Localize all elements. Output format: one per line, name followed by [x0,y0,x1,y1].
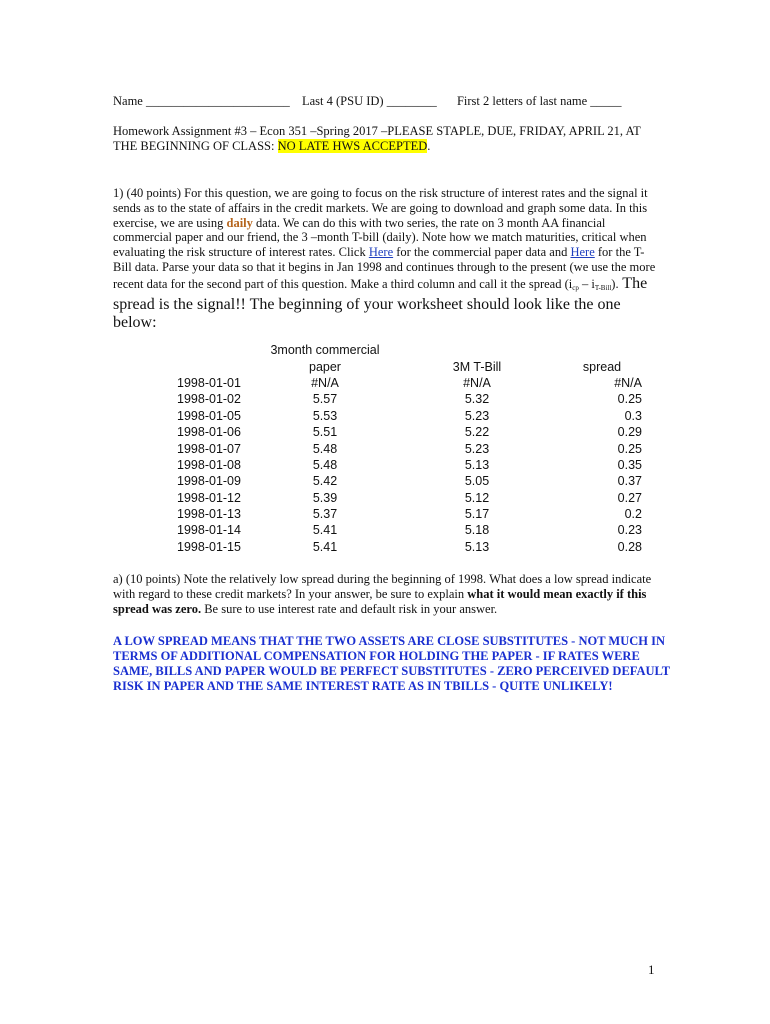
cell-spread: 0.23 [617,523,642,538]
worksheet-table [160,342,644,555]
title-suffix: . [427,139,431,153]
header-tbill: 3M T-Bill [452,359,502,374]
cell-tbill: 5.17 [464,507,490,522]
table-row [160,457,644,473]
q1-text-2: data. We can do this with two series, the rate on 3 month AA financial commercial paper and our friend, the 3 –month T-bill (daily). Note how we match maturities, critical when evaluating the risk structure of interest rates. Click [113,215,647,260]
daily-emphasis: daily [226,215,253,230]
cell-cp: 5.48 [312,441,338,456]
spread-signal-text: The spread is the signal!! The beginning of your worksheet should look like the one below: [113,274,648,331]
cell-cp: 5.48 [312,457,338,472]
cell-date: 1998-01-12 [177,490,241,505]
table-row [160,391,644,407]
part-a-text-2: Be sure to use interest rate and default risk in your answer. [201,601,498,616]
cell-date: 1998-01-07 [177,441,241,456]
table-row [160,490,644,506]
cell-spread: 0.27 [617,490,642,505]
cell-spread: #N/A [614,375,642,390]
part-a-text-1: a) (10 points) Note the relatively low spread during the beginning of 1998. What does a low spread indicate with regard to these credit markets? In your answer, be sure to explain [113,572,652,601]
cell-tbill: 5.22 [464,425,490,440]
table-row [160,506,644,522]
last-name-letters-field: First 2 letters of last name _____ [456,94,622,108]
cell-tbill: #N/A [463,375,491,390]
cell-date: 1998-01-02 [177,392,241,407]
part-a [113,572,658,616]
cell-date: 1998-01-01 [177,375,241,390]
cell-spread: 0.28 [617,539,642,554]
cell-spread: 0.25 [617,392,642,407]
cell-tbill: 5.13 [464,457,490,472]
cell-date: 1998-01-05 [177,408,241,423]
cell-cp: #N/A [311,375,339,390]
header-blank-tb [392,342,562,358]
cell-spread: 0.37 [617,474,642,489]
cell-tbill: 5.05 [464,474,490,489]
assignment-title: Homework Assignment #3 – Econ 351 –Spring 2017 –PLEASE STAPLE, DUE, FRIDAY, APRIL 21, AT [113,124,641,138]
cell-tbill: 5.23 [464,408,490,423]
assignment-title-line2 [113,139,430,154]
q1-text-4: for the T-Bill data. Parse your data so that it begins in Jan 1998 and continues through to the present (we use the more recent data for the second part of this question. Make a third column and call it the spread (i [113,245,656,291]
header-date-2 [160,358,258,374]
cell-date: 1998-01-08 [177,457,241,472]
cell-spread: 0.29 [617,425,642,440]
part-a-bold: what it would mean exactly if this spread was zero. [113,586,647,616]
cell-tbill: 5.12 [464,490,490,505]
header-line [113,94,622,109]
cell-cp: 5.39 [312,490,338,505]
cell-tbill: 5.18 [464,523,490,538]
cell-tbill: 5.23 [464,441,490,456]
header-date [160,342,258,358]
table-row [160,424,644,440]
cell-date: 1998-01-15 [177,539,241,554]
cell-tbill: 5.13 [464,539,490,554]
cell-date: 1998-01-14 [177,523,241,538]
cell-tbill: 5.32 [464,392,490,407]
title-prefix: THE BEGINNING OF CLASS: [113,139,278,153]
q1-text-5: – i [578,276,595,291]
psu-id-field: Last 4 (PSU ID) ________ [301,94,437,108]
table-header-row-2 [160,358,644,374]
cell-spread: 0.2 [624,507,642,522]
cell-spread: 0.3 [624,408,642,423]
tbill-link[interactable]: Here [570,245,595,260]
no-late-highlight: NO LATE HWS ACCEPTED [277,139,428,153]
commercial-paper-link[interactable]: Here [368,245,394,260]
header-cp-line2: paper [309,359,341,374]
table-row [160,522,644,538]
cell-spread: 0.35 [617,457,642,472]
cell-cp: 5.41 [312,523,338,538]
header-blank-sp [562,342,644,358]
answer-text: A LOW SPREAD MEANS THAT THE TWO ASSETS ARE CLOSE SUBSTITUTES - NOT MUCH IN TERMS OF ADDITIONAL COMPENSATION FOR HOLDING THE PAPER - IF RATES WERE SAME, BILLS AND PAPER WOULD BE PERFECT SUBSTITUTES - ZERO PERCEIVED DEFAULT RISK IN PAPER AND THE SAME INTEREST RATE AS IN TBILLS - QUITE UNLIKELY! [113,634,670,693]
cell-spread: 0.25 [617,441,642,456]
cell-cp: 5.51 [312,425,338,440]
cell-cp: 5.53 [312,408,338,423]
page-number: 1 [648,962,655,977]
header-spread: spread [582,359,622,374]
header-cp-line1: 3month commercial [270,343,380,358]
sub-tbill: T-Bill [594,283,612,292]
cell-date: 1998-01-13 [177,507,241,522]
cell-date: 1998-01-06 [177,425,241,440]
q1-text-6: ). [611,276,619,291]
q1-text-3: for the commercial paper data and [393,245,571,260]
table-row [160,375,644,391]
cell-cp: 5.57 [312,392,338,407]
cell-date: 1998-01-09 [177,474,241,489]
table-header-row-1 [160,342,644,358]
question-1 [113,186,658,332]
table-body [160,375,644,555]
q1-text-1: 1) (40 points) For this question, we are going to focus on the risk structure of interest rates and the signal it sends as to the state of affairs in the credit markets. We are going to download and graph some data. In this exercise, we are using [113,186,648,230]
table-row [160,408,644,424]
table-row [160,539,644,555]
sub-cp: cp [572,283,579,292]
cell-cp: 5.41 [312,539,338,554]
table-row [160,473,644,489]
name-field: Name _______________________ [113,94,290,108]
cell-cp: 5.42 [312,474,338,489]
table-row [160,440,644,456]
cell-cp: 5.37 [312,507,338,522]
